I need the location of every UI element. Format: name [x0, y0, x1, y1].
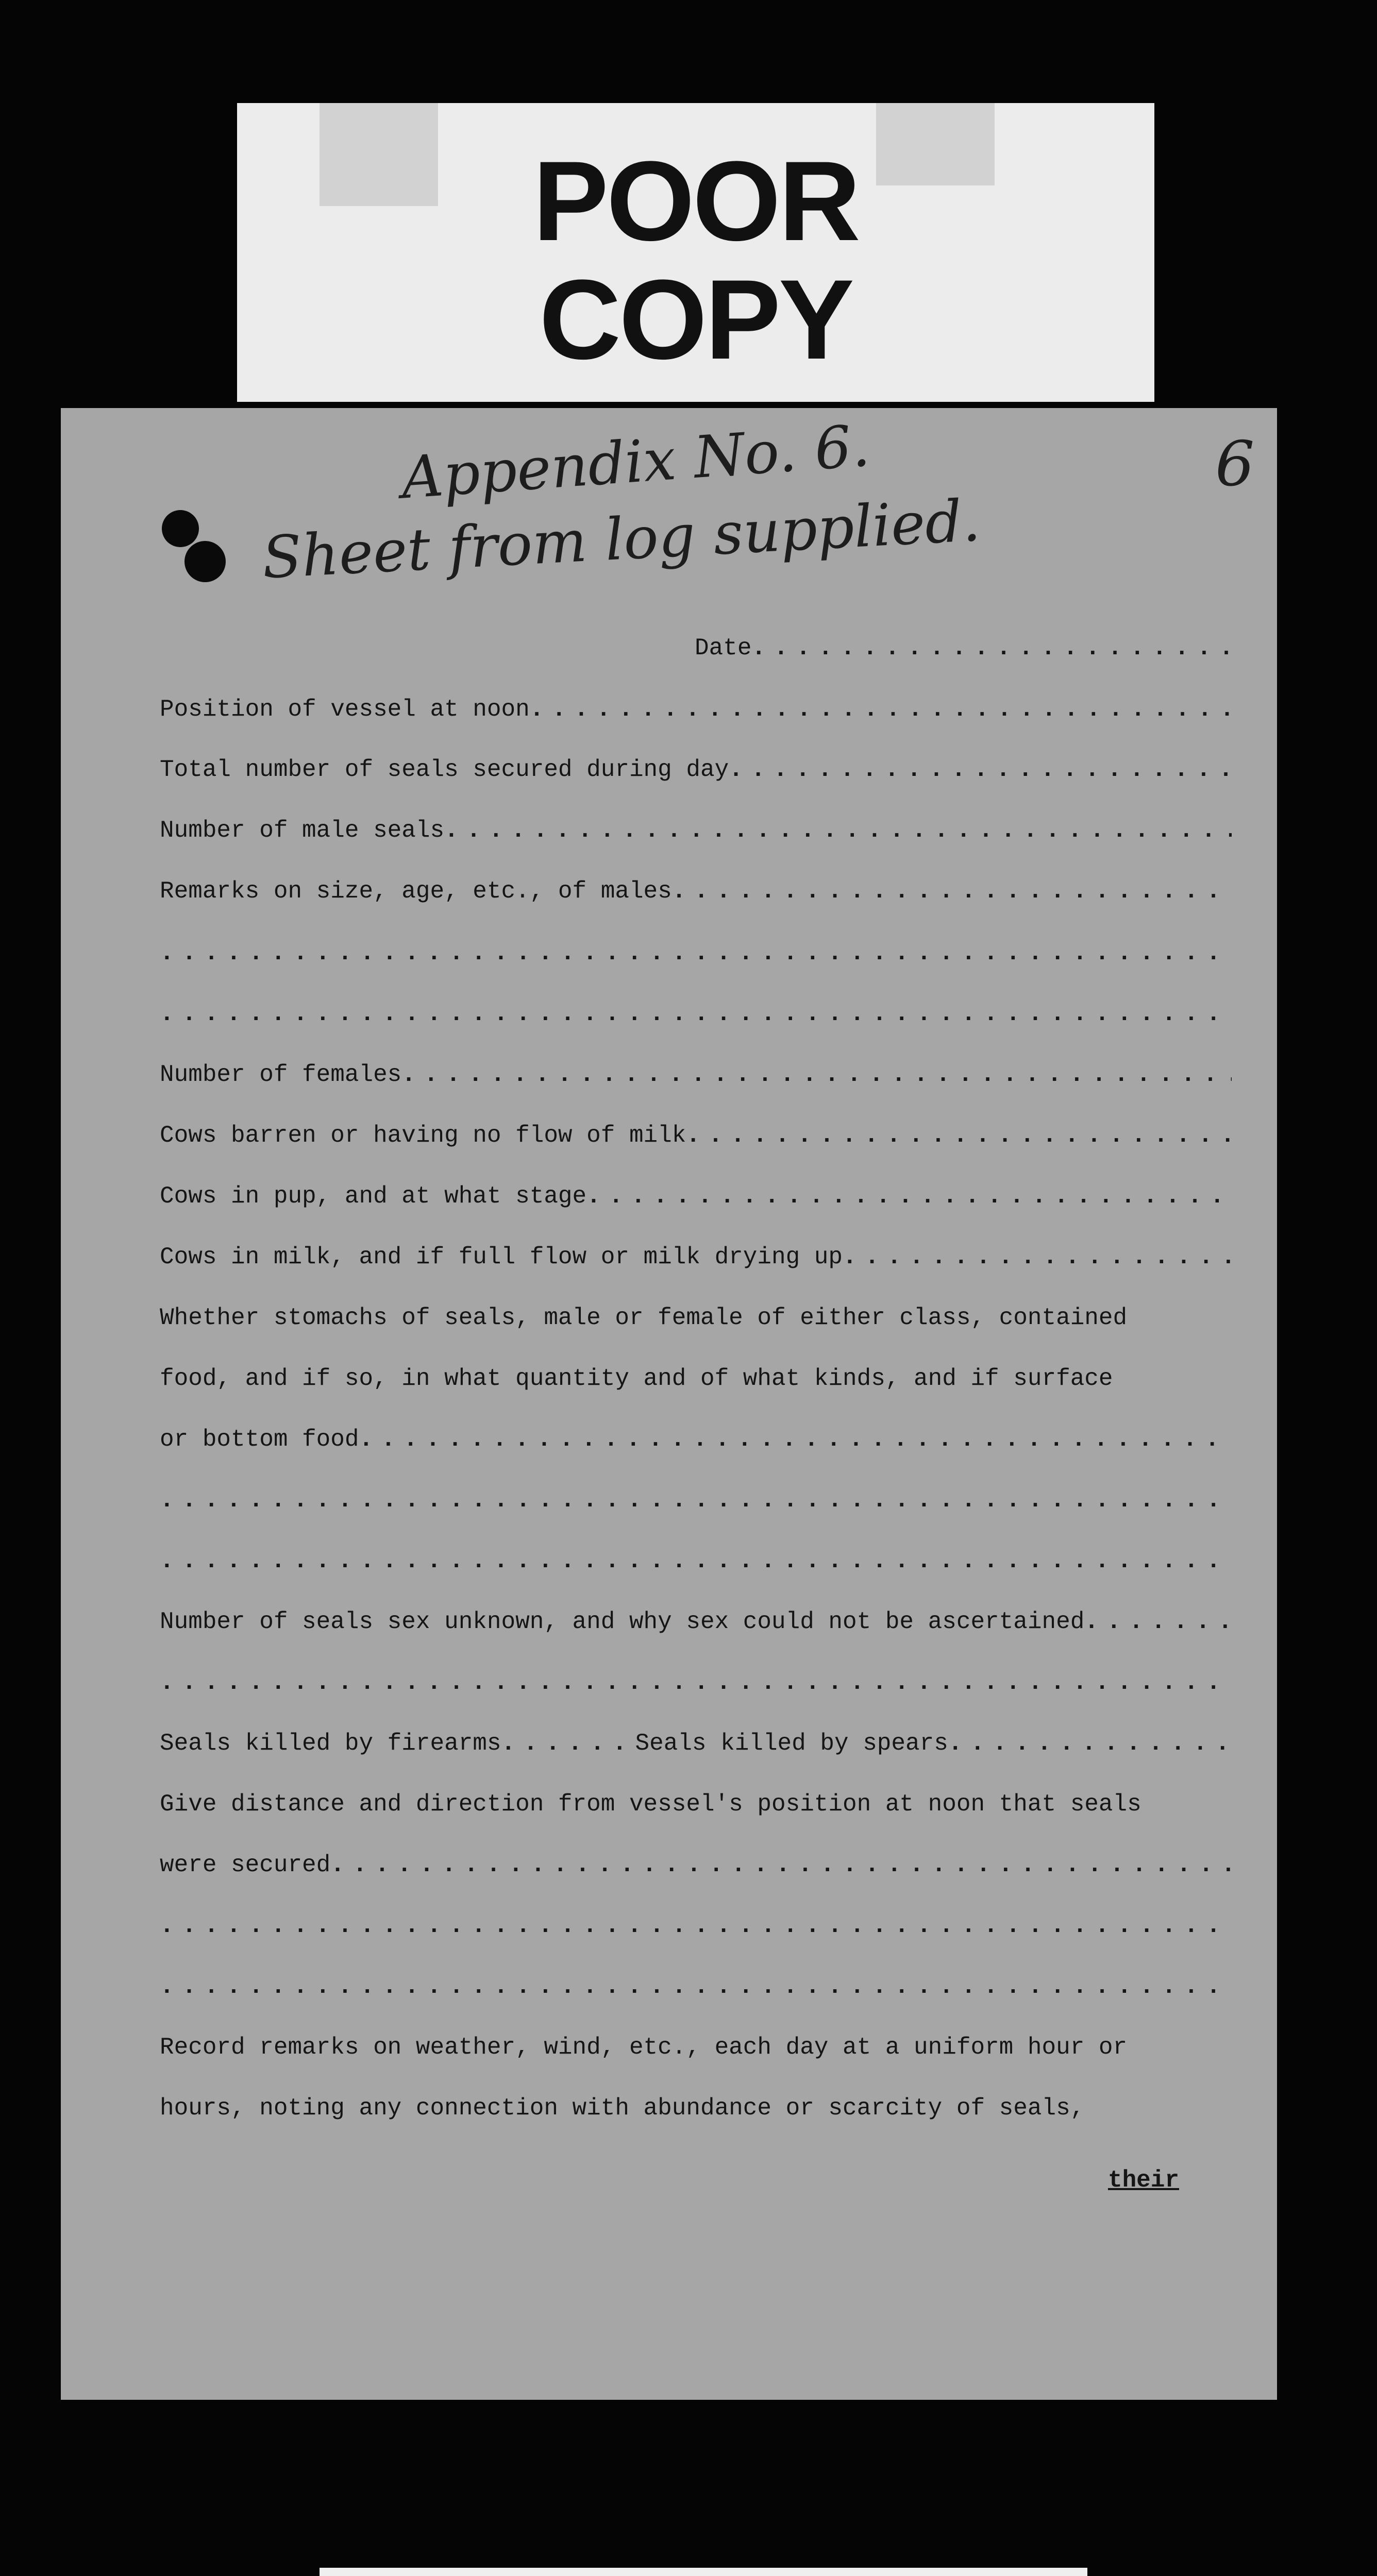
blank-dotted-line — [160, 998, 1232, 1029]
line-remarks-males: Remarks on size, age, etc., of males — [160, 878, 672, 905]
distance-text-1: Give distance and direction from vessel's position at noon that seals — [160, 1791, 1141, 1818]
stomachs-text-2: food, and if so, in what quantity and of what kinds, and if surface — [160, 1365, 1113, 1392]
form-line — [160, 1606, 1232, 1637]
form-line — [160, 815, 1232, 846]
line-spears: Seals killed by spears — [635, 1730, 948, 1757]
poor-copy-line-2: COPY — [539, 256, 852, 383]
line-secured: were secured — [160, 1852, 331, 1878]
punch-hole — [184, 541, 226, 582]
line-cows-barren: Cows barren or having no flow of milk — [160, 1122, 686, 1149]
blank-dotted-line — [160, 1485, 1232, 1516]
blank-dotted-line — [160, 1667, 1232, 1698]
form-line — [160, 694, 1232, 725]
line-females: Number of females — [160, 1061, 402, 1088]
line-male-seals: Number of male seals — [160, 817, 445, 844]
line-cows-milk: Cows in milk, and if full flow or milk drying up — [160, 1244, 843, 1270]
file-reference-strip — [320, 2568, 1087, 2576]
record-text-1: Record remarks on weather, wind, etc., each day at a uniform hour or — [160, 2034, 1128, 2061]
record-text-2: hours, noting any connection with abundance or scarcity of seals, — [160, 2095, 1085, 2122]
date-label: Date — [695, 635, 752, 662]
handwritten-page-number: 6 — [1215, 429, 1255, 500]
form-line — [160, 876, 1232, 907]
line-sex-unknown: Number of seals sex unknown, and why sex could not be ascertained — [160, 1608, 1085, 1635]
form-line — [160, 1181, 1232, 1212]
poor-copy-line-1: POOR — [533, 138, 859, 264]
log-sheet — [61, 408, 1277, 2400]
line-position: Position of vessel at noon — [160, 696, 530, 723]
tape-strip — [876, 103, 995, 185]
stomachs-text-1: Whether stomachs of seals, male or female of either class, contained — [160, 1304, 1128, 1331]
blank-dotted-line — [160, 1546, 1232, 1577]
form-line — [160, 1120, 1232, 1151]
blank-dotted-line — [160, 1910, 1232, 1941]
blank-dotted-line — [160, 938, 1232, 969]
handwritten-appendix: Appendix No. 6. — [399, 412, 872, 512]
form-line — [160, 1850, 1232, 1880]
line-cows-pup: Cows in pup, and at what stage — [160, 1183, 587, 1210]
form-line — [160, 754, 1232, 785]
tape-strip — [320, 103, 438, 206]
form-line — [160, 1728, 1232, 1759]
handwritten-sheet-note: Sheet from log supplied. — [260, 487, 982, 592]
form-line — [160, 1059, 1232, 1090]
punch-hole — [162, 510, 199, 547]
form-line — [160, 1424, 1232, 1455]
date-line — [695, 633, 1232, 664]
blank-dotted-line — [160, 1971, 1232, 2002]
catchword: their — [1107, 2167, 1179, 2194]
line-firearms: Seals killed by firearms — [160, 1730, 501, 1757]
line-bottom-food: or bottom food — [160, 1426, 359, 1453]
form-line — [160, 1242, 1232, 1273]
line-total-seals: Total number of seals secured during day — [160, 756, 729, 783]
